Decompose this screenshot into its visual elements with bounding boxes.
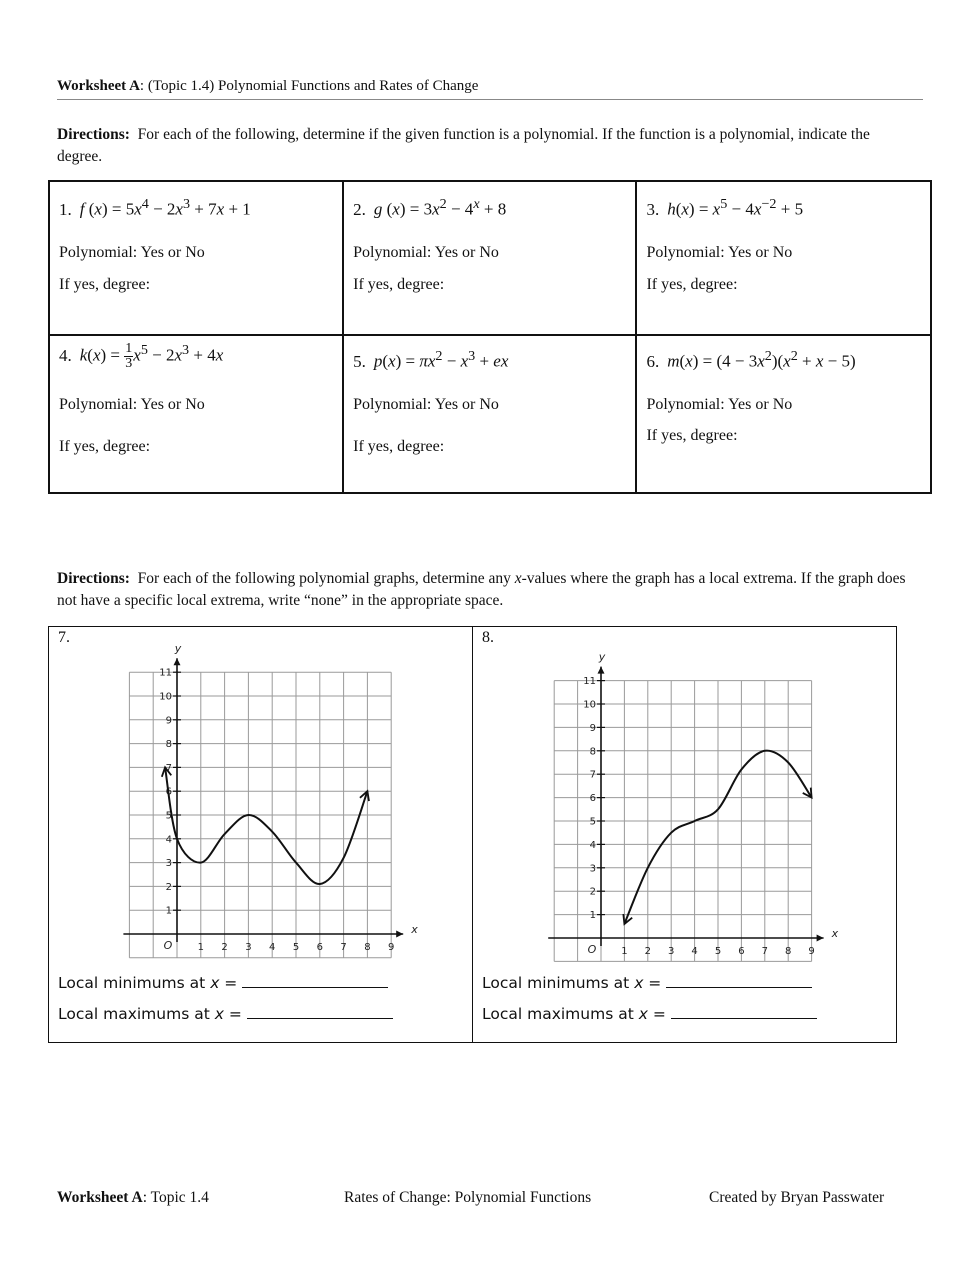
graph-7-y-tick-label: 8 bbox=[165, 739, 172, 751]
problem-5-poly-label: Polynomial: Yes or No bbox=[353, 396, 499, 413]
directions-1-text: For each of the following, determine if the given function is a polynomial. If the function is a polynomial, indicate the degree. bbox=[57, 126, 870, 165]
graph-8-y-tick-label: 10 bbox=[583, 699, 596, 711]
graph-8-y-tick-label: 9 bbox=[589, 722, 596, 734]
problem-2-cell bbox=[343, 181, 636, 335]
graph-7-min-var: x = bbox=[210, 974, 238, 992]
graph-8-x-tick-label: 8 bbox=[785, 946, 792, 957]
problem-1-cell bbox=[49, 181, 343, 335]
graph-8-max-label: Local maximums at bbox=[482, 1005, 634, 1023]
graph-8-y-tick-label: 1 bbox=[589, 910, 596, 922]
problem-2-degree-label: If yes, degree: bbox=[353, 276, 445, 293]
graph-8-chart bbox=[473, 627, 896, 967]
directions-2-text-b: -values bbox=[521, 570, 567, 587]
graph-8-y-arrow bbox=[598, 667, 605, 674]
graph-8-y-tick-label: 3 bbox=[589, 863, 596, 875]
graph-8-y-tick-label: 6 bbox=[589, 793, 596, 805]
graph-7-y-tick-label: 6 bbox=[165, 786, 172, 798]
directions-2-text-a: For each of the following polynomial graphs, determine any bbox=[137, 570, 511, 587]
problem-6-cell bbox=[636, 335, 931, 493]
graph-8-x-tick-label: 2 bbox=[644, 946, 651, 957]
graph-7-y-tick-label: 9 bbox=[165, 715, 172, 727]
graph-7-x-tick-label: 5 bbox=[292, 942, 300, 953]
footer-left-bold: Worksheet A bbox=[57, 1189, 143, 1206]
graph-7-x-tick-label: 7 bbox=[340, 942, 347, 953]
directions-2-label: Directions: bbox=[57, 570, 130, 587]
graph-8-min-blank[interactable] bbox=[666, 973, 812, 988]
graph-7-y-tick-label: 2 bbox=[165, 881, 172, 893]
directions-2-var: x bbox=[514, 570, 522, 587]
graph-7-min-blank[interactable] bbox=[242, 973, 388, 988]
problem-2-function: 2. g $(x) = 3x^2 - 4^x + 8$ bbox=[353, 196, 507, 219]
worksheet-header bbox=[57, 78, 923, 100]
graph-7-max-var: x = bbox=[214, 1005, 242, 1023]
graph-7-number: 7. bbox=[58, 629, 70, 646]
graph-7-x-tick-label: 4 bbox=[269, 942, 276, 953]
graph-7-x-tick-label: 1 bbox=[197, 942, 204, 953]
problem-2-poly-label: Polynomial: Yes or No bbox=[353, 244, 499, 261]
footer-left-rest: : Topic 1.4 bbox=[142, 1189, 209, 1206]
graph-7-y-tick-label: 7 bbox=[165, 762, 172, 774]
problem-6-function: 6. $m(x) = (4 - 3x^2)(x^2 + x - 5)$ bbox=[646, 348, 856, 371]
graph-7-max-blank[interactable] bbox=[247, 1004, 393, 1019]
graph-7-origin-label: O bbox=[163, 939, 173, 952]
polynomial-problems-table bbox=[48, 180, 932, 494]
footer-center: Rates of Change: Polynomial Functions bbox=[344, 1189, 592, 1206]
header-title: Worksheet A bbox=[57, 78, 140, 94]
problem-1-poly-label: Polynomial: Yes or No bbox=[59, 244, 205, 261]
graph-8-origin-label: O bbox=[587, 943, 597, 956]
graph-8-y-tick-label: 11 bbox=[583, 676, 596, 688]
graph-8-y-tick-label: 2 bbox=[589, 886, 596, 898]
graph-8-y-tick-label: 4 bbox=[589, 839, 596, 851]
graph-8-max-var: x = bbox=[638, 1005, 666, 1023]
graph-7-cell bbox=[49, 627, 473, 1043]
graph-8-x-tick-label: 4 bbox=[691, 946, 698, 957]
problem-6-degree-label: If yes, degree: bbox=[646, 427, 738, 444]
graph-7-curve bbox=[165, 767, 367, 884]
graph-7-y-tick-label: 10 bbox=[159, 691, 172, 703]
graph-8-x-tick-label: 7 bbox=[761, 946, 768, 957]
problem-3-function: 3. $h(x) = x^5 - 4x^{-2} + 5$ bbox=[646, 196, 804, 219]
graph-8-cell bbox=[473, 627, 897, 1043]
graph-7-x-tick-label: 8 bbox=[364, 942, 371, 953]
problem-4-degree-label: If yes, degree: bbox=[59, 438, 151, 455]
problem-4-cell bbox=[49, 335, 343, 493]
directions-2-text-c: where the graph has a local extrema. If the graph does not have a specific local extrema, write “none” in the appropriate space. bbox=[57, 570, 906, 609]
graph-7-min-label: Local minimums at bbox=[58, 974, 206, 992]
directions-1 bbox=[57, 124, 917, 168]
graph-8-x-arrow bbox=[817, 935, 824, 942]
graph-8-x-tick-label: 9 bbox=[808, 946, 815, 957]
directions-2 bbox=[57, 568, 917, 612]
graph-8-y-tick-label: 8 bbox=[589, 746, 596, 758]
graph-7-y-arrow bbox=[174, 658, 181, 665]
graph-8-max-answer bbox=[482, 1004, 817, 1023]
problem-1-degree-label: If yes, degree: bbox=[59, 276, 151, 293]
directions-1-label: Directions: bbox=[57, 126, 130, 143]
graph-8-min-answer bbox=[482, 973, 812, 992]
problem-3-cell bbox=[636, 181, 931, 335]
graph-problems-table bbox=[48, 626, 897, 1043]
graph-8-x-tick-label: 3 bbox=[668, 946, 675, 957]
header-subtitle: : (Topic 1.4) Polynomial Functions and Rates of Change bbox=[139, 78, 479, 94]
graph-8-number: 8. bbox=[482, 629, 494, 646]
graph-8-y-axis-label: y bbox=[598, 650, 606, 664]
problem-4-function: 4. k(x) = $\frac{1}{3}$ $x^5 - 2x^3 + 4x$ bbox=[59, 341, 224, 372]
graph-8-min-label: Local minimums at bbox=[482, 974, 630, 992]
problem-4-poly-label: Polynomial: Yes or No bbox=[59, 396, 205, 413]
graph-8-x-axis-label: x bbox=[831, 927, 839, 940]
graph-7-x-tick-label: 3 bbox=[245, 942, 252, 953]
graph-7-x-arrow bbox=[396, 931, 403, 938]
graph-8-min-var: x = bbox=[634, 974, 662, 992]
graph-8-x-tick-label: 1 bbox=[621, 946, 628, 957]
graph-7-y-tick-label: 11 bbox=[159, 667, 172, 679]
problem-1-function: 1. f $(x) = 5x^4 - 2x^3 + 7x + 1$ bbox=[59, 196, 251, 219]
graph-7-x-axis-label: x bbox=[411, 923, 418, 936]
footer-right: Created by Bryan Passwater bbox=[709, 1189, 885, 1206]
graph-7-x-tick-label: 6 bbox=[316, 942, 323, 953]
problem-5-degree-label: If yes, degree: bbox=[353, 438, 445, 455]
graph-7-y-tick-label: 1 bbox=[165, 905, 172, 917]
graph-8-max-blank[interactable] bbox=[671, 1004, 817, 1019]
problem-5-cell bbox=[343, 335, 636, 493]
footer-left bbox=[57, 1189, 209, 1207]
problem-6-poly-label: Polynomial: Yes or No bbox=[646, 396, 793, 413]
graph-7-x-tick-label: 9 bbox=[388, 942, 395, 953]
graph-7-max-answer bbox=[58, 1004, 393, 1023]
graph-7-min-answer bbox=[58, 973, 388, 992]
graph-7-y-tick-label: 4 bbox=[165, 834, 172, 846]
problem-3-degree-label: If yes, degree: bbox=[646, 276, 738, 293]
graph-7-x-tick-label: 2 bbox=[221, 942, 228, 953]
graph-7-max-label: Local maximums at bbox=[58, 1005, 210, 1023]
problem-5-function: 5. $p(x) = \pi x^2 - x^3$ + ex bbox=[353, 348, 509, 371]
graph-7-y-axis-label: y bbox=[174, 642, 182, 656]
graph-7-y-tick-label: 5 bbox=[165, 810, 172, 822]
problem-3-poly-label: Polynomial: Yes or No bbox=[646, 244, 793, 261]
graph-7-chart bbox=[49, 627, 472, 967]
graph-8-x-tick-label: 6 bbox=[738, 946, 745, 957]
graph-7-y-tick-label: 3 bbox=[165, 858, 172, 870]
graph-8-y-tick-label: 5 bbox=[589, 816, 596, 828]
graph-8-x-tick-label: 5 bbox=[714, 946, 722, 957]
graph-8-y-tick-label: 7 bbox=[589, 769, 596, 781]
